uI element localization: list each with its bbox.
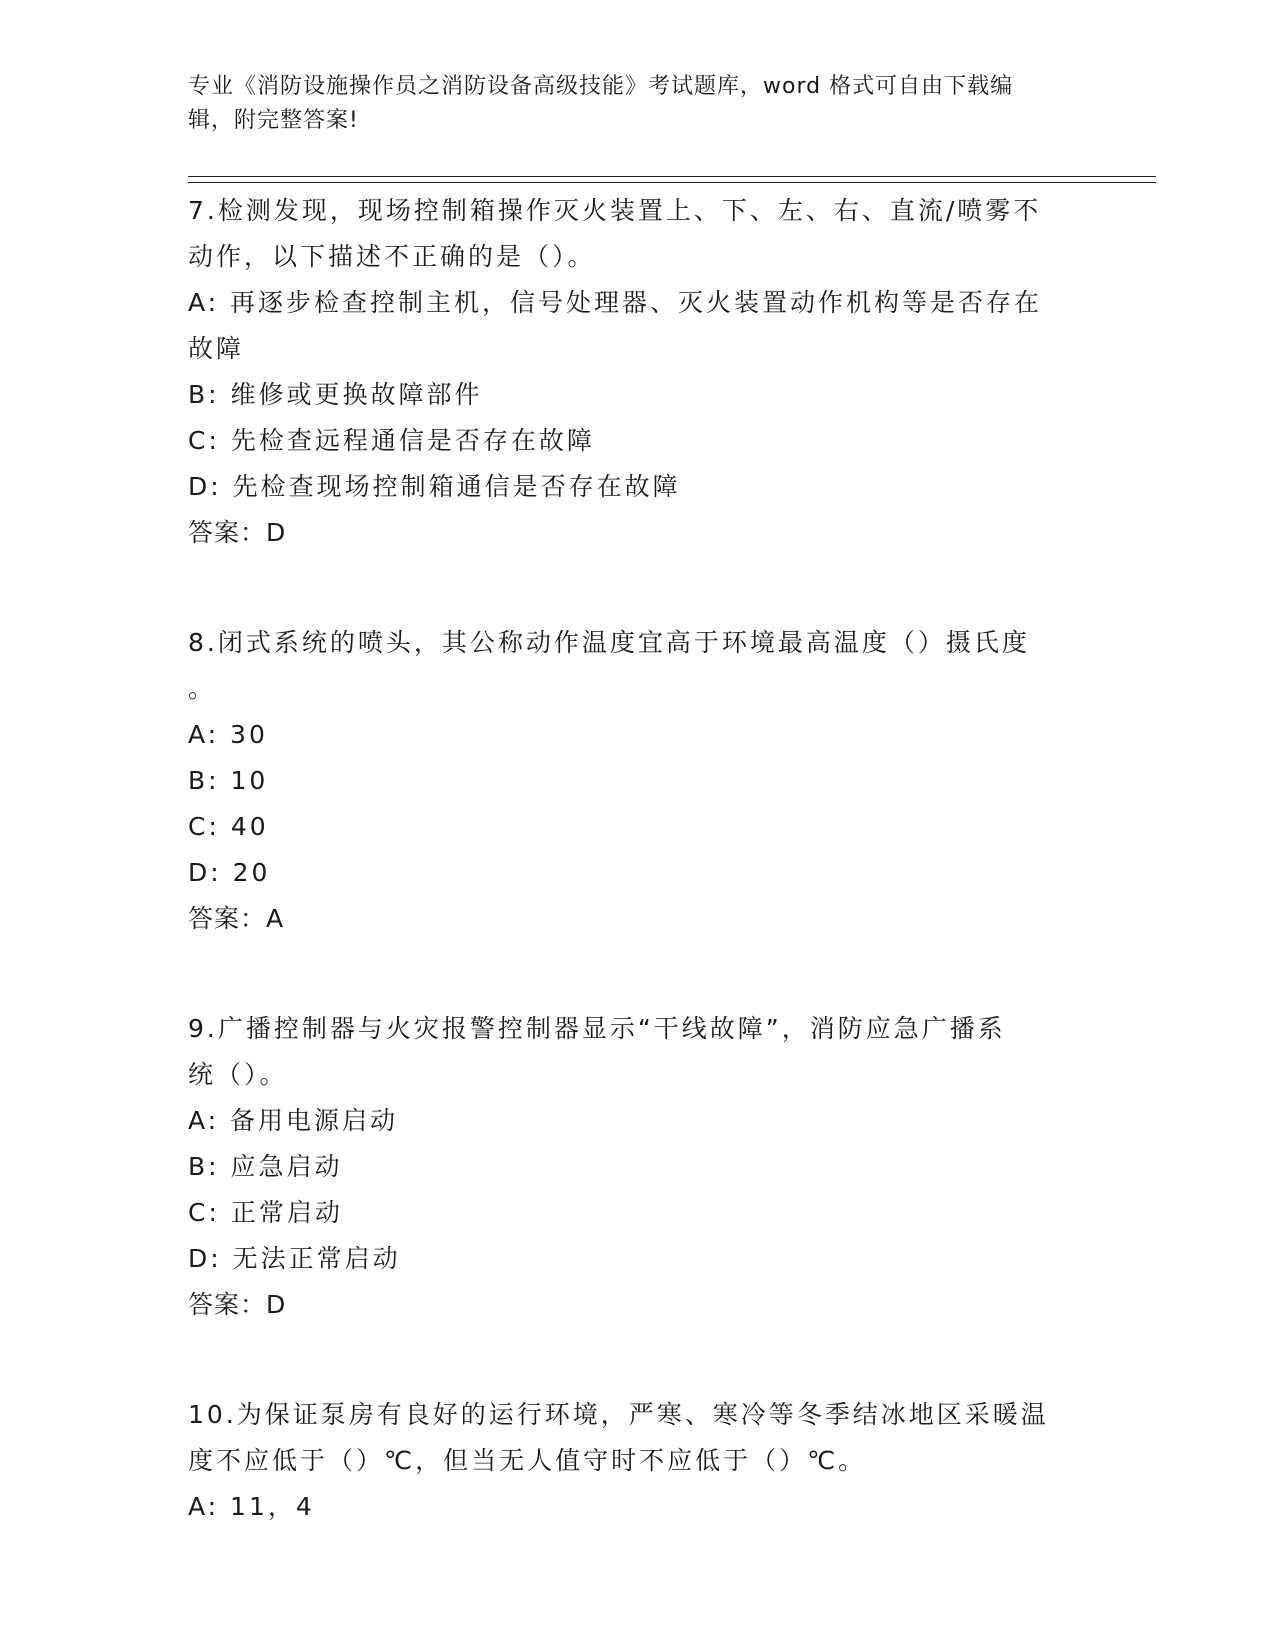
question-stem: 8.闭式系统的喷头，其公称动作温度宜高于环境最高温度（）摄氏度	[188, 628, 1030, 657]
option-a: A: 11，4	[188, 1492, 315, 1521]
question-stem-continued: 统（）。	[188, 1060, 288, 1089]
question-stem-continued: 动作，以下描述不正确的是（）。	[188, 242, 596, 271]
answer: 答案：D	[188, 518, 287, 547]
option-c: C: 正常启动	[188, 1198, 343, 1227]
option-a: A: 30	[188, 720, 268, 749]
option-c: C: 40	[188, 812, 269, 841]
header-line-2: 辑，附完整答案!	[188, 108, 359, 133]
spacer	[188, 556, 1088, 620]
question-stem-continued: 。	[188, 674, 217, 703]
answer: 答案：D	[188, 1290, 287, 1319]
header-divider-bottom	[188, 182, 1156, 183]
option-a: A: 再逐步检查控制主机，信号处理器、灭火装置动作机构等是否存在	[188, 288, 1043, 317]
question-10	[188, 1392, 1088, 1530]
question-9	[188, 1006, 1088, 1328]
option-d: D: 无法正常启动	[188, 1244, 401, 1273]
spacer	[188, 1328, 1088, 1392]
option-d: D: 先检查现场控制箱通信是否存在故障	[188, 472, 681, 501]
question-stem: 9.广播控制器与火灾报警控制器显示“干线故障”，消防应急广播系	[188, 1014, 1006, 1043]
spacer	[188, 942, 1088, 1006]
option-b: B: 10	[188, 766, 269, 795]
question-stem: 7.检测发现，现场控制箱操作灭火装置上、下、左、右、直流/喷雾不	[188, 196, 1042, 225]
option-c: C: 先检查远程通信是否存在故障	[188, 426, 595, 455]
question-8	[188, 620, 1088, 942]
answer: 答案：A	[188, 904, 285, 933]
header-divider-top	[188, 176, 1156, 177]
option-d: D: 20	[188, 858, 271, 887]
document-header	[188, 70, 1068, 138]
question-stem: 10.为保证泵房有良好的运行环境，严寒、寒冷等冬季结冰地区采暖温	[188, 1400, 1049, 1429]
header-line-1: 专业《消防设施操作员之消防设备高级技能》考试题库，word 格式可自由下载编	[188, 74, 1014, 99]
option-a: A: 备用电源启动	[188, 1106, 399, 1135]
question-7	[188, 188, 1088, 556]
option-b: B: 维修或更换故障部件	[188, 380, 483, 409]
question-stem-continued: 度不应低于（）℃，但当无人值守时不应低于（）℃。	[188, 1446, 867, 1475]
question-list	[188, 188, 1088, 1530]
option-b: B: 应急启动	[188, 1152, 343, 1181]
option-a-continued: 故障	[188, 334, 245, 363]
